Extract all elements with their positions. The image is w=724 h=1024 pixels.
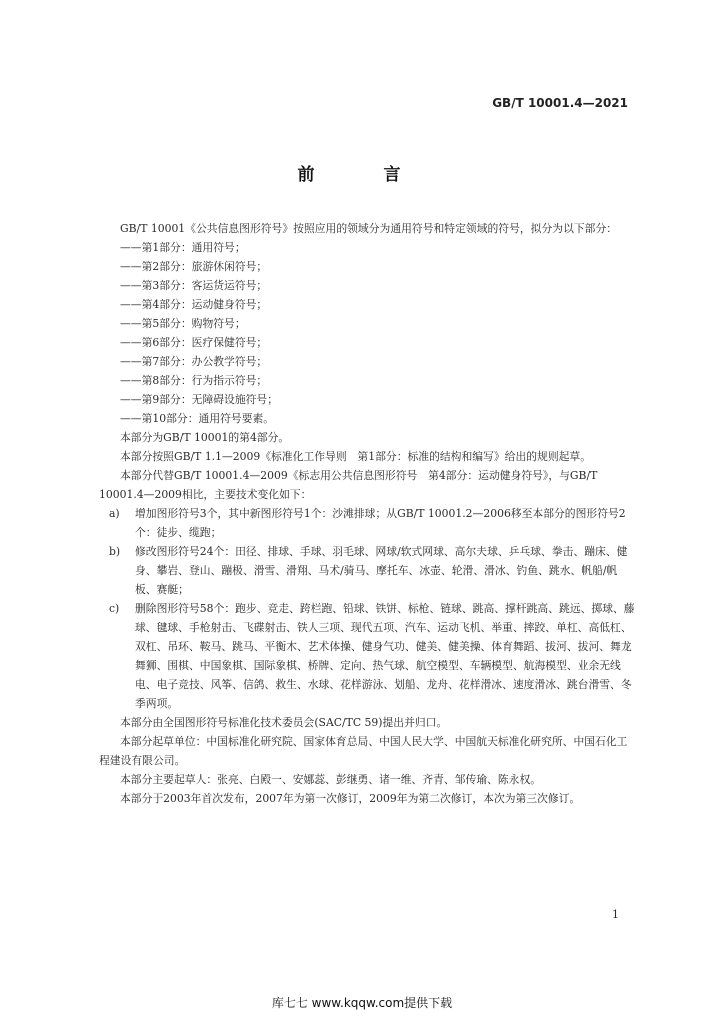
drafters-paragraph: 本部分主要起草人：张亮、白殿一、安娜蕊、彭继勇、诸一维、齐青、邹传瑜、陈永权。 (120, 773, 542, 786)
list-item: ——第10部分：通用符号要素。 (120, 412, 275, 425)
list-item: ——第7部分：办公教学符号； (120, 355, 268, 368)
download-footer: 库七七 www.kqqw.com提供下载 (271, 996, 453, 1010)
foreword-body (99, 219, 635, 808)
intro-paragraph: GB/T 10001《公共信息图形符号》按照应用的领域分为通用符号和特定领域的符号，拟分为以下部分： (120, 222, 618, 235)
item-marker: b) (109, 545, 121, 558)
list-item: ——第2部分：旅游休闲符号； (120, 260, 268, 273)
changes-list (99, 504, 635, 713)
item-text: 删除图形符号58个：跑步、竞走、跨栏跑、铅球、铁饼、标枪、链球、跳高、撑杆跳高、跳远、掷球、藤球、毽球、手枪射击、飞碟射击、铁人三项、现代五项、汽车、运动飞机、举重、摔跤、单杠、高低杠、双杠、吊环、鞍马、跳马、平衡木、艺术体操、健身气功、健美、健美操、体育舞蹈、拔河、拔河、舞龙舞狮、围棋、中国象棋、国际象棋、桥牌、定向、热气球、航空模型、车辆模型、航海模型、业余无线电、电子竞技、风筝、信鸽、救生、水球、花样游泳、划船、龙舟、花样滑冰、速度滑冰、跳台滑雪、冬季两项。 (135, 602, 635, 710)
proposed-by-paragraph: 本部分由全国图形符号标准化技术委员会(SAC/TC 59)提出并归口。 (120, 716, 448, 729)
replaces-paragraph: 本部分代替GB/T 10001.4—2009《标志用公共信息图形符号 第4部分：运动健身符号》，与GB/T 10001.4—2009相比，主要技术变化如下： (99, 469, 598, 501)
parts-list (99, 238, 635, 428)
list-item (99, 599, 635, 713)
drafting-units-paragraph: 本部分起草单位：中国标准化研究院、国家体育总局、中国人民大学、中国航天标准化研究所、中国石化工程建设有限公司。 (99, 735, 628, 767)
page-title: 前 言 (297, 165, 427, 185)
page-number: 1 (612, 908, 619, 921)
list-item: ——第8部分：行为指示符号； (120, 374, 268, 387)
list-item (99, 542, 635, 599)
list-item (99, 504, 635, 542)
item-marker: c) (109, 602, 120, 615)
list-item: ——第1部分：通用符号； (120, 241, 246, 254)
list-item: ——第9部分：无障碍设施符号； (120, 393, 279, 406)
list-item: ——第6部分：医疗保健符号； (120, 336, 268, 349)
list-item: ——第4部分：运动健身符号； (120, 298, 268, 311)
list-item: ——第5部分：购物符号； (120, 317, 246, 330)
drafting-rules-paragraph: 本部分按照GB/T 1.1—2009《标准化工作导则 第1部分：标准的结构和编写》给出的规则起草。 (120, 450, 592, 463)
list-item: ——第3部分：客运货运符号； (120, 279, 268, 292)
item-text: 增加图形符号3个，其中新图形符号1个：沙滩排球；从GB/T 10001.2—2006移至本部分的图形符号2个：徒步、缆跑； (135, 507, 626, 539)
standard-code: GB/T 10001.4—2021 (492, 96, 628, 110)
part-of-paragraph: 本部分为GB/T 10001的第4部分。 (120, 431, 290, 444)
item-text: 修改图形符号24个：田径、排球、手球、羽毛球、网球/软式网球、高尔夫球、乒乓球、拳击、蹦床、健身、攀岩、登山、蹦极、滑雪、滑翔、马术/骑马、摩托车、冰壶、轮滑、滑冰、钓鱼、跳水、帆船/帆板、赛艇； (135, 545, 628, 596)
item-marker: a) (109, 507, 120, 520)
history-paragraph: 本部分于2003年首次发布，2007年为第一次修订，2009年为第二次修订，本次为第三次修订。 (120, 792, 581, 805)
